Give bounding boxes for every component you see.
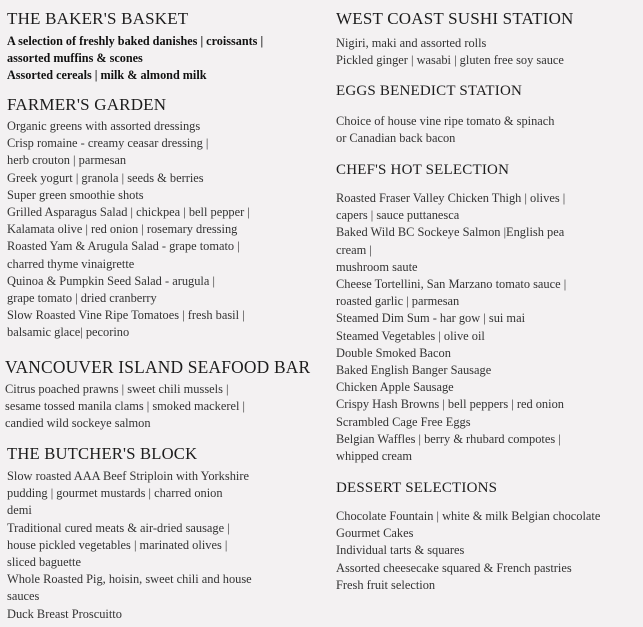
menu-item-line: Nigiri, maki and assorted rolls (336, 36, 487, 50)
menu-item-line: Baked Wild BC Sockeye Salmon |English pea (336, 225, 565, 240)
menu-item-line: candied wild sockeye salmon (5, 416, 151, 431)
menu-item-line: Steamed Vegetables | olive oil (336, 328, 485, 343)
section-sushi-station (336, 8, 574, 69)
section-farmers-garden (7, 94, 250, 342)
menu-item-line: Organic greens with assorted dressings (7, 119, 201, 133)
menu-item-line: Greek yogurt | granola | seeds & berries (7, 170, 204, 185)
menu-item-line: Baked English Banger Sausage (336, 363, 492, 378)
menu-item-line: Slow Roasted Vine Ripe Tomatoes | fresh basil | (7, 308, 245, 323)
menu-item-line: Roasted Yam & Arugula Salad - grape tomato | (7, 239, 240, 254)
section-items (336, 113, 555, 147)
menu-item-line: sesame tossed manila clams | smoked mackerel | (5, 399, 245, 414)
menu-item-line: Slow roasted AAA Beef Striploin with Yorkshire (7, 469, 249, 483)
menu-item-line: Citrus poached prawns | sweet chili mussels | (5, 382, 229, 396)
menu-item-line: sliced baguette (7, 555, 81, 570)
menu-item-line: Fresh fruit selection (336, 577, 436, 592)
menu-item-line: demi (7, 503, 32, 518)
section-items (5, 381, 310, 433)
menu-item-line: Quinoa & Pumpkin Seed Salad - arugula | (7, 273, 215, 288)
menu-item-line: capers | sauce puttanesca (336, 208, 460, 223)
section-items (336, 508, 600, 594)
menu-item-line: cream | (336, 242, 372, 257)
menu-item-line: Choice of house vine ripe tomato & spinach (336, 114, 555, 128)
menu-item-line: Cheese Tortellini, San Marzano tomato sauce | (336, 277, 567, 292)
section-seafood-bar (5, 356, 310, 433)
section-items (7, 468, 252, 623)
menu-item-line: sauces (7, 589, 40, 604)
section-items (336, 35, 574, 69)
section-items (336, 190, 566, 465)
menu-item-line: Super green smoothie shots (7, 187, 144, 202)
menu-item-line: Crisp romaine - creamy ceasar dressing | (7, 136, 209, 151)
menu-item-line: herb crouton | parmesan (7, 153, 127, 168)
section-title: CHEF'S HOT SELECTION (336, 162, 510, 178)
menu-item-line: Steamed Dim Sum - har gow | sui mai (336, 311, 526, 326)
section-bakers-basket (7, 8, 263, 85)
menu-item-line: Individual tarts & squares (336, 543, 465, 558)
section-title: FARMER'S GARDEN (7, 95, 167, 114)
menu-item-line: A selection of freshly baked danishes | croissants | (7, 34, 264, 48)
menu-item-line: Whole Roasted Pig, hoisin, sweet chili and house (7, 572, 252, 587)
menu-item-line: Traditional cured meats & air-dried sausage | (7, 520, 230, 535)
section-title: THE BUTCHER'S BLOCK (7, 444, 198, 463)
section-title: VANCOUVER ISLAND SEAFOOD BAR (5, 357, 311, 377)
menu-item-line: Duck Breast Proscuitto (7, 606, 122, 621)
section-title: EGGS BENEDICT STATION (336, 83, 523, 99)
menu-item-line: Pickled ginger | wasabi | gluten free soy sauce (336, 53, 564, 68)
menu-item-line: Assorted cheesecake squared & French pastries (336, 560, 572, 575)
menu-item-line: Gourmet Cakes (336, 526, 414, 541)
menu-item-line: grape tomato | dried cranberry (7, 291, 157, 306)
menu-item-line: pudding | gourmet mustards | charred onion (7, 486, 223, 501)
section-title: DESSERT SELECTIONS (336, 480, 498, 496)
menu-item-line: Chicken Apple Sausage (336, 380, 454, 395)
menu-item-line: mushroom saute (336, 259, 418, 274)
menu-item-line: Roasted Fraser Valley Chicken Thigh | olives | (336, 191, 566, 205)
section-dessert-selections (336, 478, 600, 594)
section-eggs-benedict (336, 81, 555, 147)
menu-item-line: Assorted cereals | milk & almond milk (7, 68, 207, 83)
section-butchers-block (7, 443, 252, 623)
menu-item-line: Belgian Waffles | berry & rhubard compotes | (336, 431, 561, 446)
menu-item-line: Crispy Hash Browns | bell peppers | red onion (336, 397, 564, 412)
menu-item-line: roasted garlic | parmesan (336, 294, 460, 309)
menu-item-line: Double Smoked Bacon (336, 345, 451, 360)
menu-item-line: Scrambled Cage Free Eggs (336, 414, 471, 429)
section-title: THE BAKER'S BASKET (7, 9, 189, 28)
menu-item-line: Chocolate Fountain | white & milk Belgian chocolate (336, 509, 601, 523)
menu-item-line: Kalamata olive | red onion | rosemary dressing (7, 222, 238, 237)
section-items (7, 118, 250, 342)
menu-item-line: balsamic glace| pecorino (7, 325, 130, 340)
menu-item-line: charred thyme vinaigrette (7, 256, 135, 271)
menu-item-line: or Canadian back bacon (336, 131, 456, 146)
section-title: WEST COAST SUSHI STATION (336, 9, 574, 28)
menu-item-line: whipped cream (336, 449, 413, 464)
section-items (7, 33, 263, 85)
menu-item-line: Grilled Asparagus Salad | chickpea | bell pepper | (7, 205, 250, 220)
section-chefs-hot-selection (336, 160, 566, 465)
menu-item-line: assorted muffins & scones (7, 51, 143, 66)
menu-item-line: house pickled vegetables | marinated olives | (7, 537, 228, 552)
